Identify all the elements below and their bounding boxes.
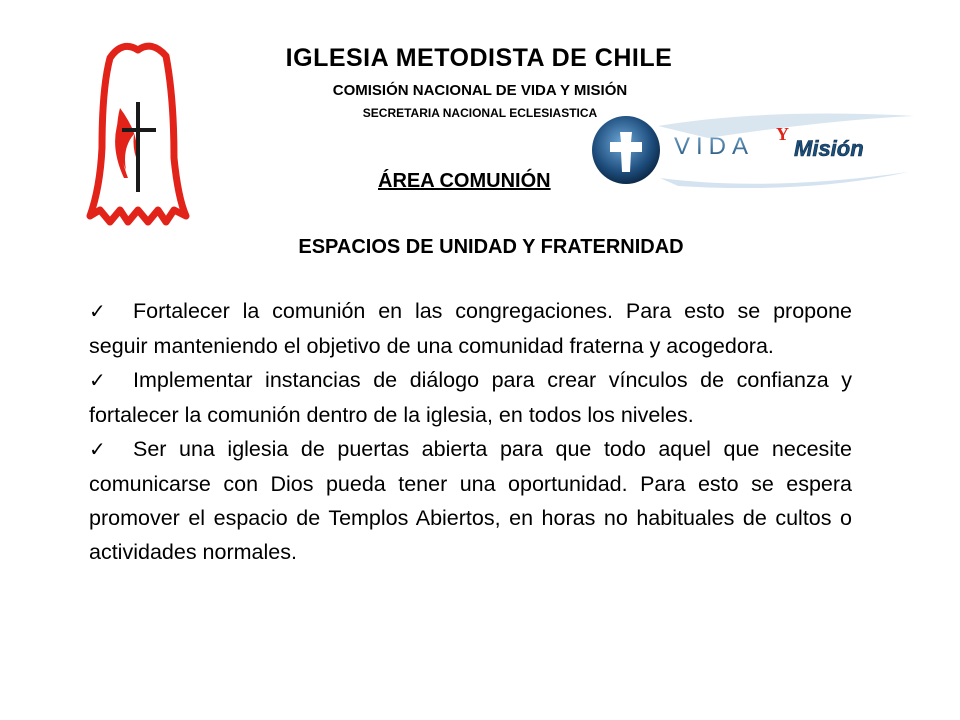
list-item (89, 294, 852, 363)
vida-text: VIDA (674, 133, 755, 160)
list-item (89, 363, 852, 432)
list-item (89, 432, 852, 569)
secretariat-subtitle: SECRETARIA NACIONAL ECLESIASTICA (362, 106, 598, 120)
mision-text: Misión (794, 136, 864, 161)
bullet-text: Implementar instancias de diálogo para crear vínculos de confianza y fortalecer la comunión dentro de la iglesia, en todos los niveles. (89, 368, 852, 427)
vida-y-mision-logo (588, 112, 918, 188)
church-title: IGLESIA METODISTA DE CHILE (285, 44, 673, 72)
section-title: ESPACIOS DE UNIDAD Y FRATERNIDAD (298, 236, 684, 258)
bullet-list (89, 294, 852, 569)
check-mark-icon: ✓ (89, 439, 106, 461)
bullet-text: Fortalecer la comunión en las congregaciones. Para esto se propone seguir manteniendo el objetivo de una comunidad fraterna y acogedora. (89, 299, 852, 358)
commission-subtitle: COMISIÓN NACIONAL DE VIDA Y MISIÓN (332, 82, 628, 99)
check-mark-icon: ✓ (89, 301, 106, 323)
y-text: Y (776, 124, 789, 144)
area-title: ÁREA COMUNIÓN (378, 170, 551, 192)
check-mark-icon: ✓ (89, 370, 106, 392)
bullet-text: Ser una iglesia de puertas abierta para que todo aquel que necesite comunicarse con Dios pueda tener una oportunidad. Para esto se espera promover el espacio de Templos Abiertos, en horas no habituales de cultos o actividades normales. (89, 437, 852, 564)
vida-mision-emblem (588, 112, 918, 188)
